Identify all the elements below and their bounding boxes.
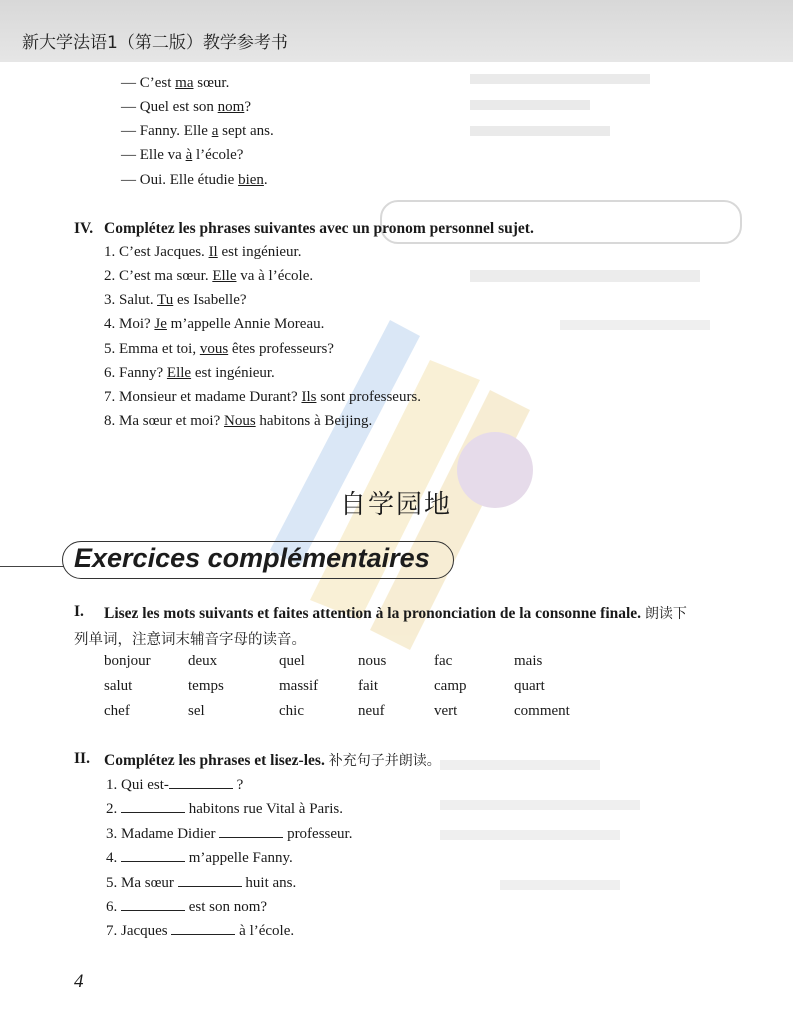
answer-blank[interactable] <box>121 896 185 911</box>
list-item: 3. Salut. Tu es Isabelle? <box>104 292 247 308</box>
exercise-title-cont: 列单词，注意词末辅音字母的读音。 <box>74 632 306 648</box>
word: camp <box>434 678 467 694</box>
page-number: 4 <box>74 971 84 992</box>
list-item: 6. est son nom? <box>106 896 267 916</box>
word: quart <box>514 678 545 694</box>
word: deux <box>188 653 218 669</box>
word: salut <box>104 678 133 694</box>
list-item: 6. Fanny? Elle est ingénieur. <box>104 365 275 381</box>
answer-blank[interactable] <box>171 920 235 935</box>
list-item: 7. Jacques à l’école. <box>106 920 294 940</box>
word: comment <box>514 703 570 719</box>
book-title: 新大学法语1（第二版）教学参考书 <box>22 33 288 53</box>
section-number: IV. <box>74 220 94 237</box>
list-item: 2. C’est ma sœur. Elle va à l’école. <box>104 268 314 284</box>
banner-rule <box>0 566 64 567</box>
answer-blank[interactable] <box>178 872 242 887</box>
dialogue-line: — Elle va à l’école? <box>121 147 244 163</box>
list-item: 4. Moi? Je m’appelle Annie Moreau. <box>104 316 325 332</box>
word: fait <box>358 678 378 694</box>
answer-blank[interactable] <box>219 823 283 838</box>
list-item: 3. Madame Didier professeur. <box>106 823 352 843</box>
word: bonjour <box>104 653 151 669</box>
word: chic <box>279 703 304 719</box>
exercise-number: I. <box>74 603 84 620</box>
word: nous <box>358 653 387 669</box>
list-item: 1. C’est Jacques. Il est ingénieur. <box>104 244 302 260</box>
list-item: 5. Emma et toi, vous êtes professeurs? <box>104 341 334 357</box>
exercise-title: Complétez les phrases et lisez-les. 补充句子并朗读。 <box>104 752 441 769</box>
word: vert <box>434 703 458 719</box>
list-item: 8. Ma sœur et moi? Nous habitons à Beijing. <box>104 413 373 429</box>
word: neuf <box>358 703 385 719</box>
list-item: 1. Qui est- ? <box>106 774 243 794</box>
word: fac <box>434 653 453 669</box>
list-item: 5. Ma sœur huit ans. <box>106 872 296 892</box>
dialogue-line: — C’est ma sœur. <box>121 75 230 91</box>
word: temps <box>188 678 224 694</box>
self-study-title: 自学园地 <box>340 490 453 520</box>
dialogue-line: — Quel est son nom? <box>121 99 252 115</box>
answer-blank[interactable] <box>169 774 233 789</box>
dialogue-line: — Oui. Elle étudie bien. <box>121 172 268 188</box>
word: chef <box>104 703 130 719</box>
list-item: 7. Monsieur et madame Durant? Ils sont professeurs. <box>104 389 422 405</box>
word: mais <box>514 653 543 669</box>
dialogue-line: — Fanny. Elle a sept ans. <box>121 123 274 139</box>
word: massif <box>279 678 319 694</box>
section-title: Complétez les phrases suivantes avec un pronom personnel sujet. <box>104 220 534 237</box>
exercise-number: II. <box>74 750 90 767</box>
list-item: 4. m’appelle Fanny. <box>106 847 293 867</box>
banner-title: Exercices complémentaires <box>74 543 430 573</box>
answer-blank[interactable] <box>121 798 185 813</box>
word: sel <box>188 703 205 719</box>
answer-blank[interactable] <box>121 847 185 862</box>
exercise-title: Lisez les mots suivants et faites attention à la prononciation de la consonne finale. 朗读下 <box>104 605 687 622</box>
list-item: 2. habitons rue Vital à Paris. <box>106 798 343 818</box>
word: quel <box>279 653 305 669</box>
